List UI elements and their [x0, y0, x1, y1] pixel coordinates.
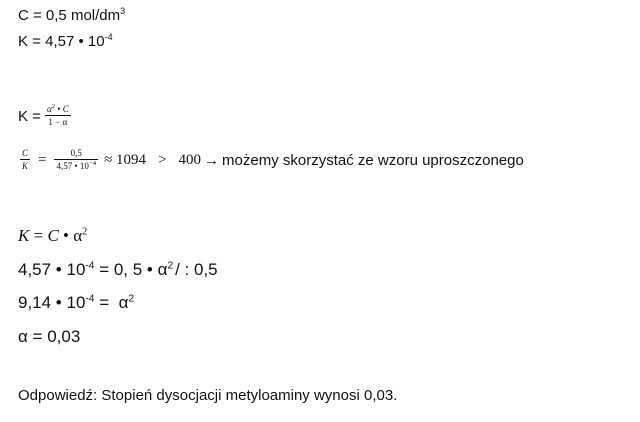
step2-left-exp: -4 — [85, 293, 95, 305]
formula-denominator: 1 − α — [45, 115, 71, 128]
answer-text: Odpowiedź: Stopień dysocjacji metyloaminy wynosi 0,03. — [18, 387, 398, 404]
step2-right-exp: 2 — [128, 293, 135, 305]
formula-num-alpha: α — [46, 104, 52, 114]
formula-num-rest: • C — [55, 104, 69, 114]
simplified-eq: = — [29, 226, 48, 245]
given-concentration — [18, 7, 125, 24]
formula-lhs: K = — [18, 107, 41, 125]
arrow-icon: → — [204, 151, 220, 169]
ratio-right-den-base: 4,57 • 10 — [56, 161, 89, 171]
step2-left: 9,14 • 10 — [18, 293, 86, 312]
calc-step-1 — [18, 260, 218, 280]
ratio-fraction-right — [54, 148, 98, 172]
ratio-right-num: 0,5 — [70, 148, 82, 158]
given-constant — [18, 33, 113, 50]
calc-step-2 — [18, 293, 134, 313]
calc-result: α = 0,03 — [18, 327, 81, 346]
step1-left-exp: -4 — [85, 260, 95, 272]
formula-fraction — [45, 104, 71, 128]
simplified-formula — [18, 226, 87, 246]
ratio-right-den — [54, 159, 98, 172]
ratio-check — [18, 148, 524, 172]
step1-div: / : 0,5 — [175, 260, 218, 279]
formula-num-exp: 2 — [51, 103, 56, 110]
ratio-left-den: K — [22, 161, 29, 171]
ratio-limit: 400 — [178, 151, 202, 168]
ratio-fraction-left — [20, 148, 30, 172]
constant-text: K = 4,57 • 10 — [18, 33, 105, 50]
simplified-exp: 2 — [82, 226, 88, 238]
step2-right: = α — [94, 293, 129, 312]
concentration-exponent: 3 — [120, 6, 126, 16]
ratio-left-num: C — [22, 148, 29, 158]
step1-right-exp: 2 — [167, 260, 174, 272]
formula-numerator — [45, 104, 71, 115]
ratio-approx: ≈ 1094 — [104, 151, 147, 168]
dissociation-formula — [18, 104, 73, 128]
ratio-equals: = — [38, 151, 47, 168]
step1-right: = 0, 5 • α — [94, 260, 168, 279]
ratio-gt: > — [158, 151, 167, 168]
simplified-k: K — [18, 226, 30, 245]
ratio-conclusion: możemy skorzystać ze wzoru uproszczonego — [222, 151, 524, 169]
constant-exponent: -4 — [104, 32, 113, 42]
simplified-alpha: • α — [58, 226, 83, 245]
concentration-text: C = 0,5 mol/dm — [18, 7, 121, 24]
simplified-c: C — [47, 226, 59, 245]
step1-left: 4,57 • 10 — [18, 260, 86, 279]
ratio-right-den-exp: −4 — [88, 160, 97, 167]
